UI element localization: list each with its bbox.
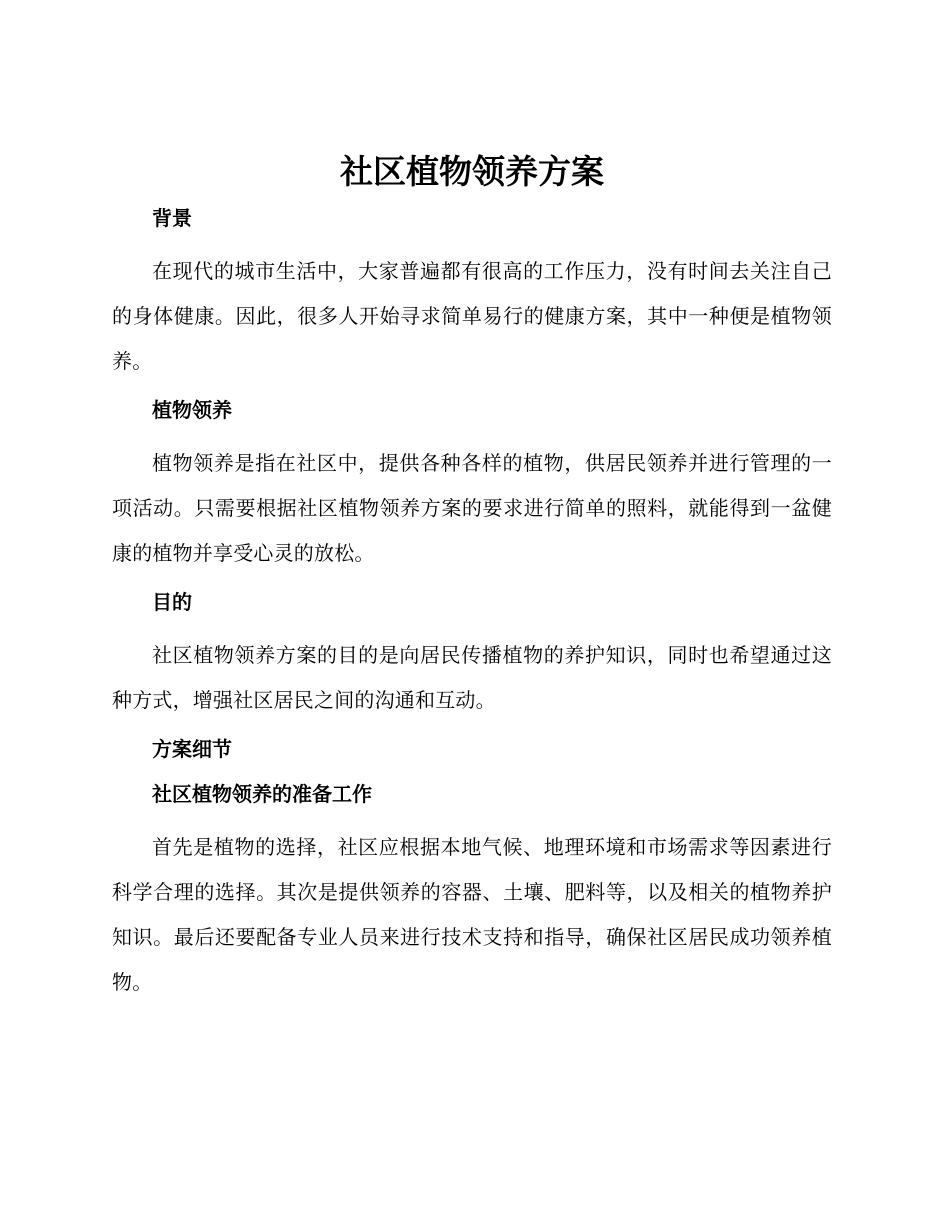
heading-plan-details: 方案细节 [152,737,232,761]
document-title: 社区植物领养方案 [340,152,604,191]
heading-preparation: 社区植物领养的准备工作 [152,782,372,806]
document-page [112,148,832,1017]
heading-background: 背景 [152,206,192,230]
heading-purpose: 目的 [152,590,192,614]
paragraph-purpose: 社区植物领养方案的目的是向居民传播植物的养护知识，同时也希望通过这种方式，增强社区居民之间的沟通和互动。 [112,643,832,712]
paragraph-plant-adoption: 植物领养是指在社区中，提供各种各样的植物，供居民领养并进行管理的一项活动。只需要根据社区植物领养方案的要求进行简单的照料，就能得到一盆健康的植物并享受心灵的放松。 [112,451,832,565]
paragraph-preparation: 首先是植物的选择，社区应根据本地气候、地理环境和市场需求等因素进行科学合理的选择。其次是提供领养的容器、土壤、肥料等，以及相关的植物养护知识。最后还要配备专业人员来进行技术支持和指导，确保社区居民成功领养植物。 [112,835,832,994]
paragraph-background: 在现代的城市生活中，大家普遍都有很高的工作压力，没有时间去关注自己的身体健康。因此，很多人开始寻求简单易行的健康方案，其中一种便是植物领养。 [112,259,832,373]
heading-plant-adoption: 植物领养 [152,398,232,422]
